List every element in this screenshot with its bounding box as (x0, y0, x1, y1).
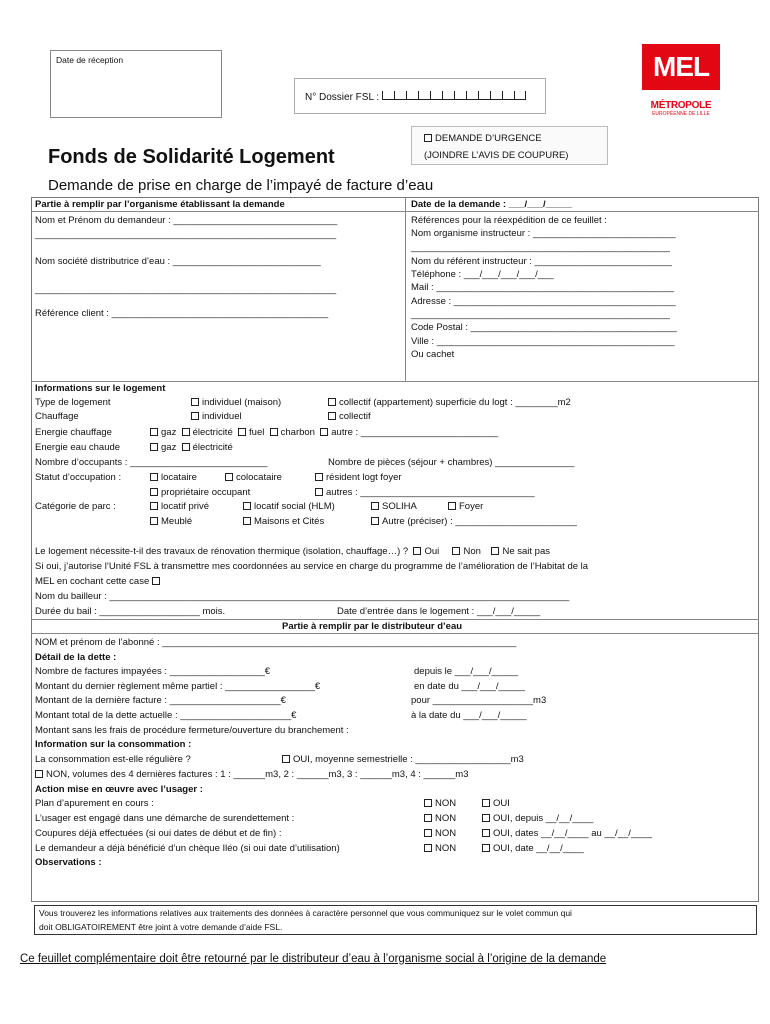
coupures-oui[interactable]: OUI, dates __/__/____ au __/__/____ (482, 828, 652, 840)
nom-prenom-field[interactable]: Nom et Prénom du demandeur : _______________________________ (35, 215, 338, 226)
checkbox[interactable] (424, 799, 432, 807)
date-entree-field[interactable]: Date d’entrée dans le logement : ___/___/_____ (337, 606, 541, 617)
reference-field[interactable]: Référence client : _________________________________________ (35, 308, 329, 319)
usager-label: L’usager est engagé dans une démarche de surendettement : (35, 813, 295, 824)
code-postal-field[interactable]: Code Postal : _______________________________________ (411, 322, 677, 333)
bottom-note: Ce feuillet complémentaire doit être retourné par le distributeur d’eau à l’organisme social à l’origine de la demande (20, 953, 607, 965)
coupures-label: Coupures déjà effectuées (si oui dates de début et de fin) : (35, 828, 282, 839)
mail-field[interactable]: Mail : _____________________________________________ (411, 282, 675, 293)
autorise-text-2: MEL en cochant cette case (35, 576, 163, 588)
conso-non-option[interactable]: NON, volumes des 4 dernières factures : 1 : ______m3, 2 : ______m3, 3 : ______m3, 4 : ______m3 (35, 769, 468, 781)
checkbox[interactable] (482, 814, 490, 822)
page-title: Fonds de Solidarité Logement (48, 146, 335, 168)
detail-heading: Détail de la dette : (35, 652, 117, 663)
travaux-question: Le logement nécessite-t-il des travaux de rénovation thermique (isolation, chauffage…) ? Oui Non Ne sait pas (35, 546, 550, 557)
reception-label: Date de réception (56, 55, 124, 65)
chauffage-label: Chauffage (35, 411, 79, 422)
urgence-label: DEMANDE D’URGENCE (435, 133, 542, 144)
nom-prenom-line2[interactable]: _________________________________________________________ (35, 229, 337, 240)
categorie-label: Catégorie de parc : (35, 501, 116, 512)
checkbox[interactable] (150, 428, 158, 436)
checkbox[interactable] (448, 502, 456, 510)
checkbox[interactable] (413, 547, 421, 555)
checkbox[interactable] (482, 799, 490, 807)
checkbox[interactable] (320, 428, 328, 436)
energie-chauffage-label: Energie chauffage (35, 427, 112, 438)
cat-meuble[interactable]: Meublé (150, 516, 192, 528)
usager-oui[interactable]: OUI, depuis __/__/____ (482, 813, 593, 825)
organisme-line2[interactable]: _________________________________________________ (411, 242, 670, 253)
organisme-field[interactable]: Nom organisme instructeur : ___________________________ (411, 228, 676, 239)
distributeur-heading: Partie à remplir par le distributeur d’eau (282, 621, 463, 632)
checkbox[interactable] (150, 502, 158, 510)
montant-derniere-field[interactable]: Montant de la dernière facture : _____________________€ (35, 695, 286, 706)
checkbox[interactable] (243, 517, 251, 525)
conso-heading: Information sur la consommation : (35, 739, 192, 750)
checkbox[interactable] (225, 473, 233, 481)
adresse-line2[interactable]: _________________________________________________ (411, 309, 670, 320)
energie-chauffage-options[interactable]: gaz électricité fuel charbon autre : __________________________ (150, 427, 498, 439)
type-coll-option[interactable]: collectif (appartement) superficie du logt : ________m2 (328, 397, 571, 409)
checkbox[interactable] (482, 829, 490, 837)
checkbox[interactable] (270, 428, 278, 436)
chauff-coll-option[interactable]: collectif (328, 411, 371, 423)
type-indiv-option[interactable]: individuel (maison) (191, 397, 281, 409)
data-notice-box (34, 905, 757, 935)
page-subtitle: Demande de prise en charge de l’impayé de facture d’eau (48, 177, 434, 194)
montant-sans-field[interactable]: Montant sans les frais de procédure fermeture/ouverture du branchement : (35, 725, 349, 736)
depuis-field[interactable]: depuis le ___/___/_____ (414, 666, 519, 677)
societe-line2[interactable]: _________________________________________________________ (35, 284, 337, 295)
notice-line-1: Vous trouverez les informations relatives aux traitements des données à caractère personnel que vous communiquez sur le volet commun qui (39, 908, 572, 918)
urgence-checkbox[interactable] (424, 134, 432, 142)
telephone-field[interactable]: Téléphone : ___/___/___/___/___ (411, 269, 554, 280)
plan-non[interactable]: NON (424, 798, 456, 810)
checkbox[interactable] (424, 844, 432, 852)
checkbox[interactable] (328, 412, 336, 420)
checkbox[interactable] (150, 443, 158, 451)
checkbox[interactable] (315, 488, 323, 496)
societe-field[interactable]: Nom société distributrice d’eau : ____________________________ (35, 256, 321, 267)
cheque-oui[interactable]: OUI, date __/__/____ (482, 843, 584, 855)
cat-maisons-cites[interactable]: Maisons et Cités (243, 516, 324, 528)
conso-question: La consommation est-elle régulière ? (35, 754, 191, 765)
checkbox[interactable] (424, 814, 432, 822)
cheque-label: Le demandeur a déjà bénéficié d’un chèque Iléo (si oui date d’utilisation) (35, 843, 340, 854)
statut-autres[interactable]: autres : _________________________________ (315, 487, 535, 499)
checkbox[interactable] (35, 770, 43, 778)
statut-colocataire[interactable]: colocataire (225, 472, 282, 484)
cat-autre[interactable]: Autre (préciser) : _______________________ (371, 516, 577, 528)
cat-foyer[interactable]: Foyer (448, 501, 483, 513)
mel-logo (642, 44, 720, 124)
action-heading: Action mise en œuvre avec l’usager : (35, 784, 203, 795)
checkbox[interactable] (238, 428, 246, 436)
checkbox[interactable] (150, 488, 158, 496)
checkbox[interactable] (243, 502, 251, 510)
checkbox[interactable] (150, 517, 158, 525)
ref-reexpedition: Références pour la réexpédition de ce feuillet : (411, 215, 607, 226)
date-demande[interactable]: Date de la demande : ___/___/_____ (411, 199, 573, 210)
autorise-checkbox[interactable] (152, 577, 160, 585)
coupures-non[interactable]: NON (424, 828, 456, 840)
conso-oui-option[interactable]: OUI, moyenne semestrielle : __________________m3 (282, 754, 524, 766)
energie-eau-label: Energie eau chaude (35, 442, 121, 453)
observations-label[interactable]: Observations : (35, 857, 102, 868)
statut-label: Statut d’occupation : (35, 472, 122, 483)
occupants-field[interactable]: Nombre d’occupants : __________________________ (35, 457, 268, 468)
checkbox[interactable] (491, 547, 499, 555)
statut-proprietaire[interactable]: propriétaire occupant (150, 487, 250, 499)
a-la-date-field[interactable]: à la date du ___/___/_____ (411, 710, 527, 721)
nb-factures-field[interactable]: Nombre de factures impayées : __________________€ (35, 666, 271, 677)
checkbox[interactable] (371, 502, 379, 510)
cheque-non[interactable]: NON (424, 843, 456, 855)
plan-oui[interactable]: OUI (482, 798, 510, 810)
checkbox[interactable] (191, 398, 199, 406)
logement-heading: Informations sur le logement (35, 383, 166, 394)
autorise-text-1: Si oui, j’autorise l’Unité FSL à transmettre mes coordonnées au service en charge du programme de l’amélioration de l’Habitat de la (35, 561, 589, 572)
checkbox[interactable] (328, 398, 336, 406)
checkbox[interactable] (150, 473, 158, 481)
checkbox[interactable] (182, 443, 190, 451)
checkbox[interactable] (452, 547, 460, 555)
energie-eau-options[interactable]: gaz électricité (150, 442, 233, 454)
urgence-note: (JOINDRE L’AVIS DE COUPURE) (424, 150, 569, 161)
dossier-number-field[interactable] (382, 92, 526, 103)
cat-soliha[interactable]: SOLIHA (371, 501, 417, 513)
checkbox[interactable] (482, 844, 490, 852)
logo-sub2: EUROPÉENNE DE LILLE (652, 111, 710, 117)
montant-total-field[interactable]: Montant total de la dette actuelle : _____________________€ (35, 710, 297, 721)
checkbox[interactable] (191, 412, 199, 420)
logo-sub: MÉTROPOLE (650, 100, 712, 111)
usager-non[interactable]: NON (424, 813, 456, 825)
plan-label: Plan d’apurement en cours : (35, 798, 154, 809)
notice-line-2: doit OBLIGATOIREMENT être joint à votre demande d’aide FSL. (39, 922, 283, 932)
referent-field[interactable]: Nom du référent instructeur : __________________________ (411, 256, 672, 267)
checkbox[interactable] (371, 517, 379, 525)
ville-field[interactable]: Ville : _____________________________________________ (411, 336, 675, 347)
montant-reglement-field[interactable]: Montant du dernier règlement même partiel : _________________€ (35, 681, 321, 692)
urgence-box (411, 126, 608, 165)
statut-locataire[interactable]: locataire (150, 472, 197, 484)
checkbox[interactable] (315, 473, 323, 481)
bailleur-field[interactable]: Nom du bailleur : _______________________________________________________________________________________ (35, 591, 570, 602)
chauff-indiv-option[interactable]: individuel (191, 411, 242, 423)
adresse-field[interactable]: Adresse : __________________________________________ (411, 296, 676, 307)
abonne-field[interactable]: NOM et prénom de l’abonné : ___________________________________________________________________ (35, 637, 517, 648)
checkbox[interactable] (182, 428, 190, 436)
dossier-label: N° Dossier FSL : (305, 92, 382, 103)
statut-resident[interactable]: résident logt foyer (315, 472, 402, 484)
reception-box[interactable] (50, 50, 222, 118)
en-date-field[interactable]: en date du ___/___/_____ (414, 681, 525, 692)
dossier-box[interactable] (294, 78, 546, 114)
logo-text: MEL (642, 44, 720, 90)
pour-field[interactable]: pour ___________________m3 (411, 695, 547, 706)
cat-locatif-prive[interactable]: locatif privé (150, 501, 209, 513)
cat-locatif-social[interactable]: locatif social (HLM) (243, 501, 335, 513)
duree-bail-field[interactable]: Durée du bail : ___________________ mois. (35, 606, 226, 617)
checkbox[interactable] (282, 755, 290, 763)
left-heading: Partie à remplir par l’organisme établissant la demande (35, 199, 285, 210)
pieces-field[interactable]: Nombre de pièces (séjour + chambres) _______________ (328, 457, 575, 468)
cachet-label: Ou cachet (411, 349, 455, 360)
checkbox[interactable] (424, 829, 432, 837)
type-logement-label: Type de logement (35, 397, 111, 408)
